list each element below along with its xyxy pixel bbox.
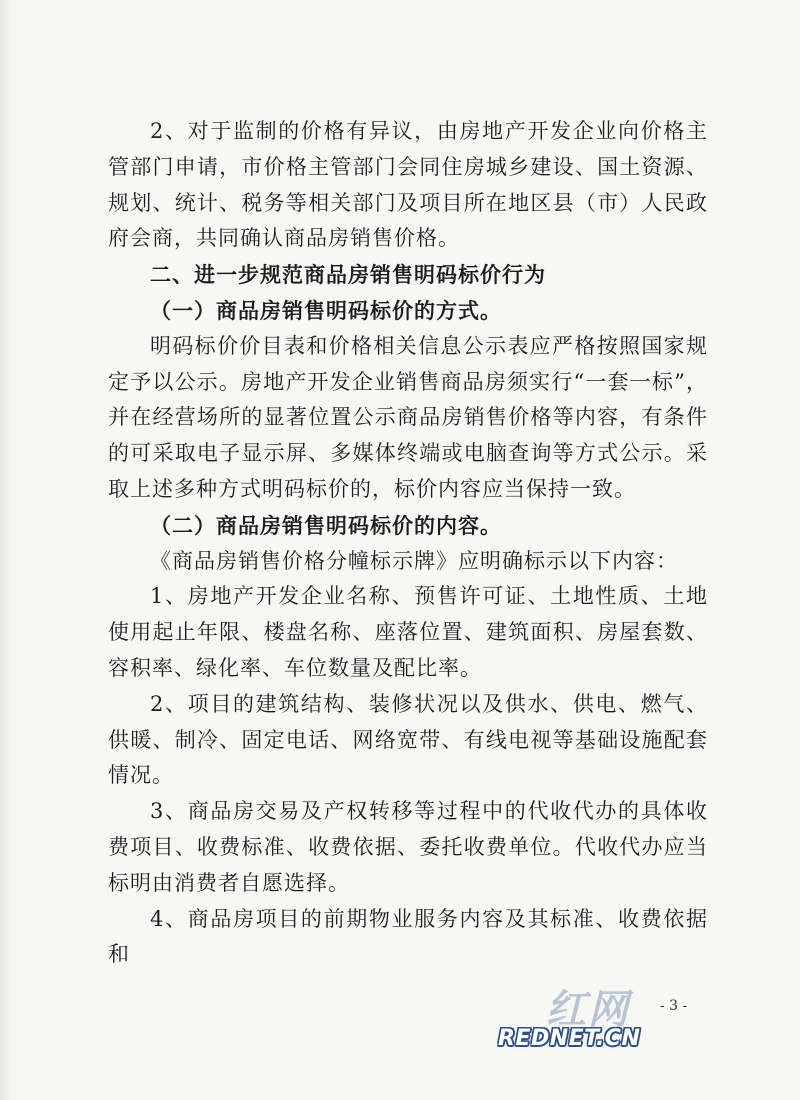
section-heading-2: 二、进一步规范商品房销售明码标价行为 [150,262,546,288]
watermark-site-name: REDNET.CN [498,1026,641,1051]
list-item-1: 1、房地产开发企业名称、预售许可证、土地性质、土地使用起止年限、楼盘名称、座落位置、建筑面积、房屋套数、容积率、绿化率、车位数量及配比率。 [108,584,708,680]
subheading-content: （二）商品房销售明码标价的内容。 [150,512,502,538]
paragraph-sign-intro: 《商品房销售价格分幢标示牌》应明确标示以下内容： [150,548,678,573]
page-number: - 3 - [660,998,688,1014]
subheading-method: （一）商品房销售明码标价的方式。 [150,297,502,323]
list-item-4: 4、商品房项目的前期物业服务内容及其标准、收费依据和 [108,906,708,967]
scan-fold-line [0,0,12,1100]
document-body [108,114,708,973]
paragraph-method: 明码标价价目表和价格相关信息公示表应严格按照国家规定予以公示。房地产开发企业销售商品房须实行“一套一标”，并在经营场所的显著位置公示商品房销售价格等内容，有条件的可采取电子显示屏、多媒体终端或电脑查询等方式公示。采取上述多种方式明码标价的，标价内容应当保持一致。 [108,333,708,501]
rednet-watermark [498,978,646,1056]
list-item-2: 2、项目的建筑结构、装修状况以及供水、供电、燃气、供暖、制冷、固定电话、网络宽带、有线电视等基础设施配套情况。 [108,691,708,788]
watermark-brush-logo: 红网 [546,986,630,1033]
paragraph-price-dispute: 2、对于监制的价格有异议，由房地产开发企业向价格主管部门申请，市价格主管部门会同住房城乡建设、国土资源、规划、统计、税务等相关部门及项目所在地区县（市）人民政府会商，共同确认商品房销售价格。 [108,119,708,251]
list-item-3: 3、商品房交易及产权转移等过程中的代收代办的具体收费项目、收费标准、收费依据、委托收费单位。代收代办应当标明由消费者自愿选择。 [108,799,708,895]
